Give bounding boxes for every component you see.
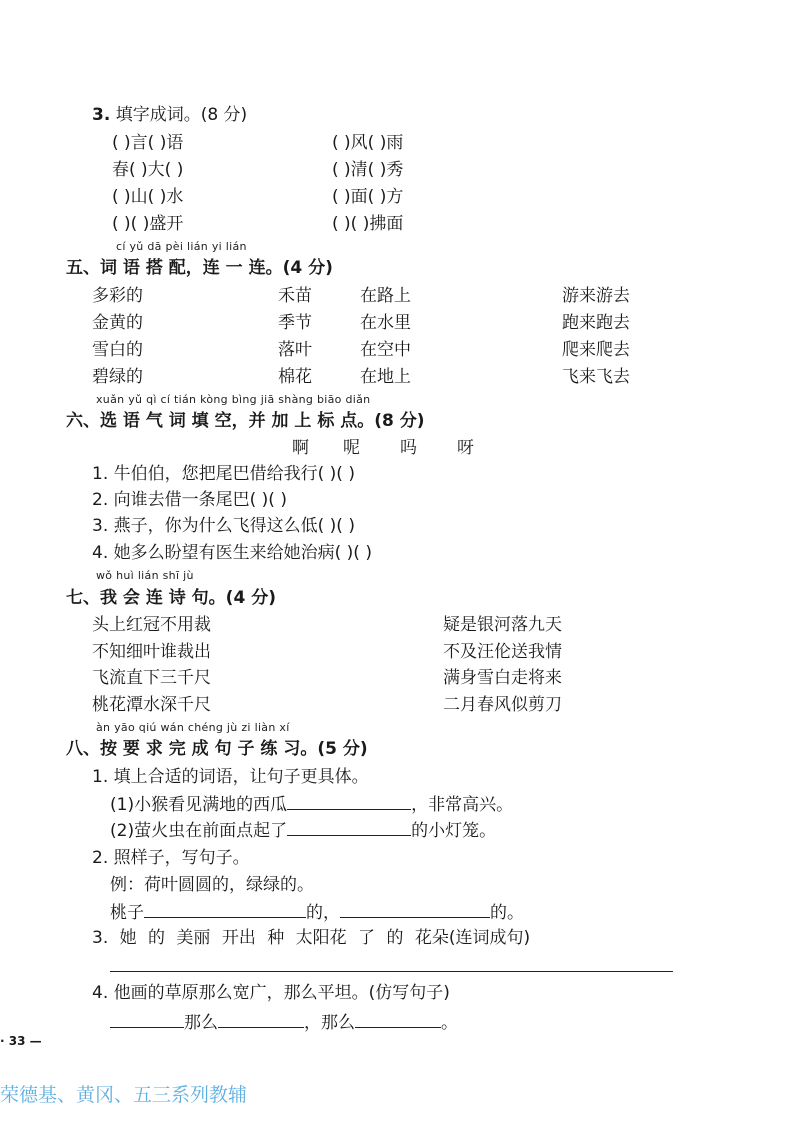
s8-q2-post: 的。 [490,903,524,923]
blank-line[interactable] [287,793,411,810]
q3-right-3: ( )面( )方 [332,187,404,207]
q3-title [92,104,247,126]
s6-word-2: 呢 [343,438,360,458]
s5-col4-3: 爬来爬去 [562,340,630,360]
s8-title: 八、按 要 求 完 成 句 子 练 习。(5 分) [66,739,368,759]
s6-title: 六、选 语 气 词 填 空，并 加 上 标 点。(8 分) [66,411,425,431]
s8-q4-mid1: 那么 [184,1013,218,1033]
s8-q1-b-pre: (2)萤火虫在前面点起了 [110,821,288,841]
s7-left-1: 头上红冠不用裁 [92,615,211,635]
blank-line[interactable] [355,1011,441,1028]
s7-right-1: 疑是银河落九天 [443,615,562,635]
blank-line[interactable] [144,901,306,918]
s8-q3-answer-line[interactable] [110,971,673,972]
s5-col2-3: 落叶 [278,340,312,360]
s8-pinyin: àn yāo qiú wán chéng jù zi liàn xí [96,721,290,734]
s5-col3-1: 在路上 [360,286,411,306]
q3-right-4: ( )( )拂面 [332,214,404,234]
footer-series: 荣德基、黄冈、五三系列教辅 [0,1084,248,1106]
blank-line[interactable] [287,819,411,836]
s5-col4-1: 游来游去 [562,286,630,306]
s8-q1-title: 1. 填上合适的词语，让句子更具体。 [92,767,369,787]
s5-col3-4: 在地上 [360,367,411,387]
s8-q4-answer [110,1011,458,1034]
s8-q2-pre: 桃子 [110,903,144,923]
s5-title: 五、词 语 搭 配，连 一 连。(4 分) [66,258,333,278]
s8-q4-mid2: ，那么 [304,1013,355,1033]
q3-left-1: ( )言( )语 [112,133,184,153]
s7-right-2: 不及汪伦送我情 [443,642,562,662]
s5-col3-3: 在空中 [360,340,411,360]
s7-right-4: 二月春风似剪刀 [443,695,562,715]
s6-word-3: 吗 [400,438,417,458]
s5-col1-3: 雪白的 [92,340,143,360]
s8-q2-answer [110,901,524,924]
q3-left-2: 春( )大( ) [112,160,184,180]
s5-col1-2: 金黄的 [92,313,143,333]
s6-item-1: 1. 牛伯伯，您把尾巴借给我行( )( ) [92,464,355,484]
s8-q1-a-pre: (1)小猴看见满地的西瓜 [110,795,288,815]
q3-left-4: ( )( )盛开 [112,214,184,234]
s6-pinyin: xuǎn yǔ qì cí tián kòng bìng jiā shàng biāo diǎn [96,393,371,406]
s5-col2-4: 棉花 [278,367,312,387]
s5-col3-2: 在水里 [360,313,411,333]
s8-q1-b [110,819,496,842]
s5-col1-1: 多彩的 [92,286,143,306]
q3-right-2: ( )清( )秀 [332,160,404,180]
s8-q1-b-post: 的小灯笼。 [411,821,497,841]
q3-right-1: ( )风( )雨 [332,133,404,153]
s7-right-3: 满身雪白走将来 [443,668,562,688]
s5-pinyin: cí yǔ dā pèi lián yi lián [116,240,247,253]
s7-left-4: 桃花潭水深千尺 [92,695,211,715]
s5-col2-1: 禾苗 [278,286,312,306]
page-number: · 33 — [0,1034,42,1048]
s5-col4-4: 飞来飞去 [562,367,630,387]
s6-item-4: 4. 她多么盼望有医生来给她治病( )( ) [92,543,372,563]
s8-q4-end: 。 [441,1013,458,1033]
s6-item-3: 3. 燕子，你为什么飞得这么低( )( ) [92,516,355,536]
s7-pinyin: wǒ huì lián shī jù [96,569,194,582]
s7-left-3: 飞流直下三千尺 [92,668,211,688]
s8-q2-title: 2. 照样子，写句子。 [92,848,250,868]
blank-line[interactable] [340,901,490,918]
blank-line[interactable] [218,1011,304,1028]
q3-title-text: 填字成词。(8 分) [115,105,248,125]
s8-q4-title: 4. 他画的草原那么宽广，那么平坦。(仿写句子) [92,983,450,1003]
s8-q3-words: 3. 她 的 美丽 开出 种 太阳花 了 的 花朵(连词成句) [92,928,531,948]
s5-col2-2: 季节 [278,313,312,333]
q3-left-3: ( )山( )水 [112,187,184,207]
s8-q2-mid: 的， [306,903,340,923]
s5-col4-2: 跑来跑去 [562,313,630,333]
s6-word-4: 呀 [457,438,474,458]
s7-left-2: 不知细叶谁裁出 [92,642,211,662]
s8-q1-a [110,793,513,816]
s8-q2-example: 例：荷叶圆圆的，绿绿的。 [110,875,314,895]
q3-number: 3. [92,105,111,125]
s7-title: 七、我 会 连 诗 句。(4 分) [66,588,276,608]
s6-item-2: 2. 向谁去借一条尾巴( )( ) [92,490,287,510]
s8-q1-a-post: ，非常高兴。 [411,795,514,815]
s5-col1-4: 碧绿的 [92,367,143,387]
blank-line[interactable] [110,1011,184,1028]
s6-word-1: 啊 [292,438,309,458]
